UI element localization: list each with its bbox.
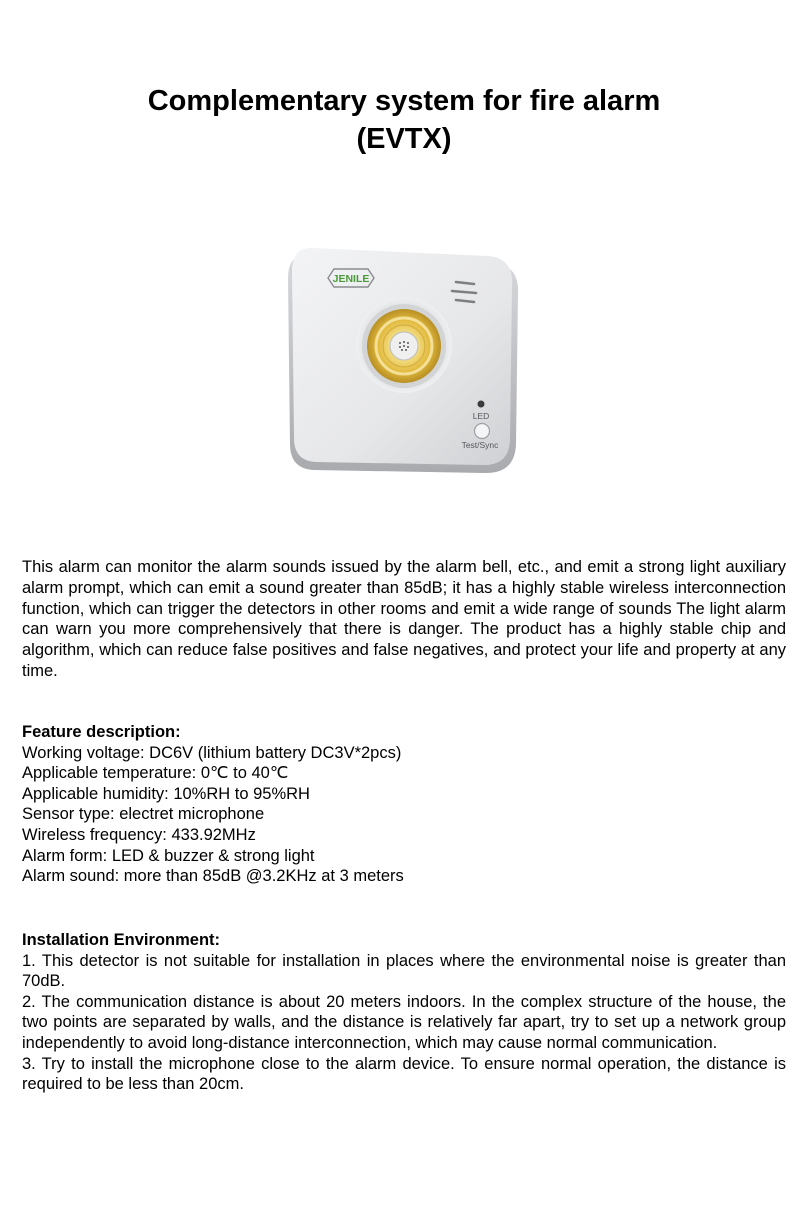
installation-section <box>22 930 786 1095</box>
test-sync-button-icon <box>475 424 490 439</box>
installation-item: 3. Try to install the microphone close to the alarm device. To ensure normal operation, the distance is required to be less than 20cm. <box>22 1054 786 1094</box>
button-label: Test/Sync <box>461 440 499 450</box>
feature-item: Applicable temperature: 0℃ to 40℃ <box>22 764 289 783</box>
strobe-lens-icon <box>367 309 441 383</box>
page-title <box>0 82 808 158</box>
installation-item: 1. This detector is not suitable for installation in places where the environmental noise is greater than 70dB. <box>22 951 786 991</box>
feature-item: Alarm form: LED & buzzer & strong light <box>22 846 315 865</box>
title-line-2: (EVTX) <box>356 123 452 155</box>
feature-item: Wireless frequency: 433.92MHz <box>22 825 256 844</box>
feature-section <box>22 722 786 887</box>
feature-item: Working voltage: DC6V (lithium battery DC3V*2pcs) <box>22 743 402 762</box>
product-image <box>284 244 524 476</box>
feature-item: Applicable humidity: 10%RH to 95%RH <box>22 784 310 803</box>
title-line-1: Complementary system for fire alarm <box>147 85 661 117</box>
feature-item: Sensor type: electret microphone <box>22 805 265 824</box>
led-indicator-icon <box>478 401 485 408</box>
feature-heading: Feature description: <box>22 723 181 741</box>
led-label: LED <box>472 411 490 421</box>
intro-paragraph: This alarm can monitor the alarm sounds issued by the alarm bell, etc., and emit a strong light auxiliary alarm prompt, which can emit a sound greater than 85dB; it has a highly stable wireless interconnection function, which can trigger the detectors in other rooms and emit a wide range of sounds The light alarm can warn you more comprehensively that there is danger. The product has a highly stable chip and algorithm, which can reduce false positives and false negatives, and protect your life and property at any time. <box>22 558 786 680</box>
feature-item: Alarm sound: more than 85dB @3.2KHz at 3 meters <box>22 867 404 886</box>
installation-heading: Installation Environment: <box>22 931 221 949</box>
installation-item: 2. The communication distance is about 20 meters indoors. In the complex structure of the house, the two points are separated by walls, and the distance is relatively far apart, try to set up a network group independently to avoid long-distance interconnection, which may cause normal communication. <box>22 992 786 1052</box>
brand-text: JENILE <box>332 273 370 285</box>
